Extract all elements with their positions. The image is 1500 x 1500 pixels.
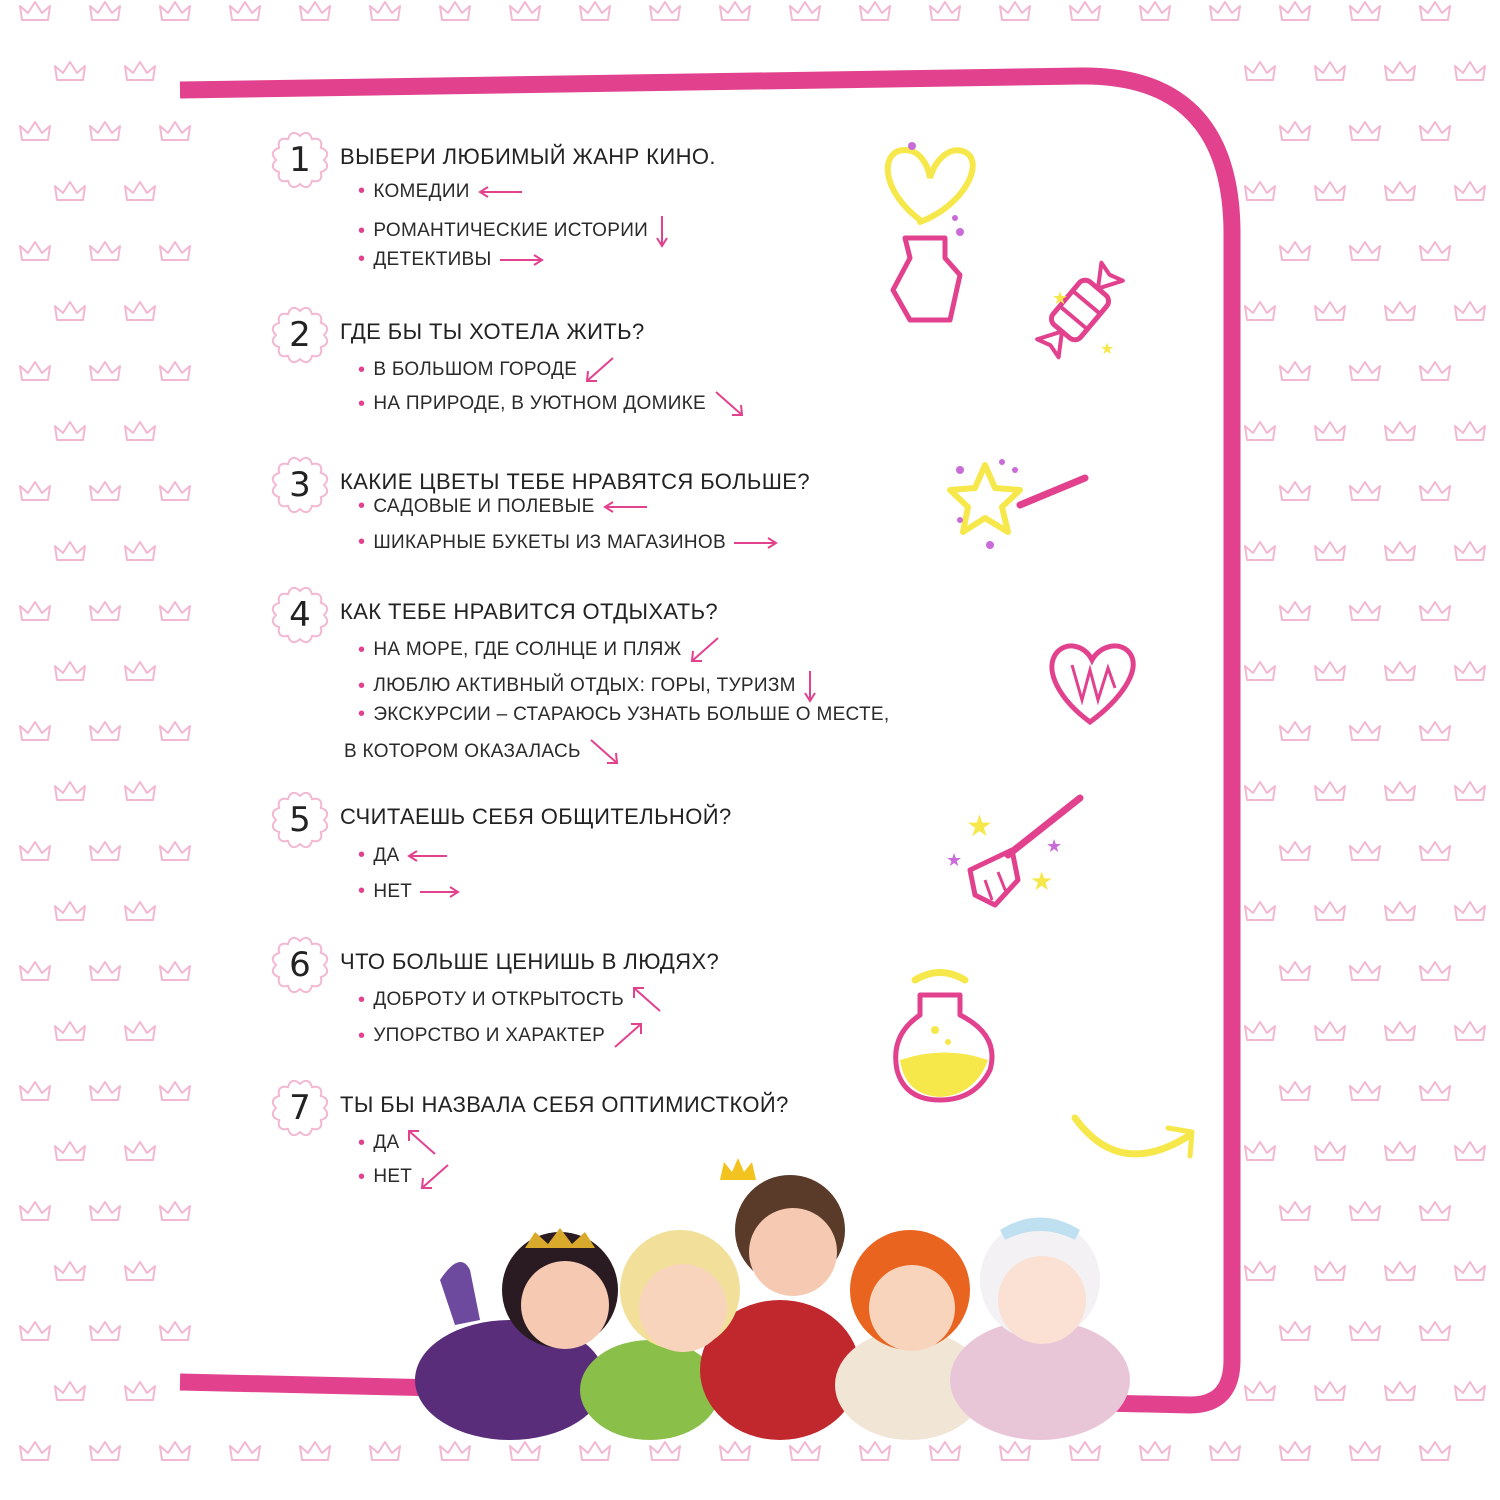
heart-icon	[1052, 646, 1133, 722]
question-number: 3	[289, 465, 311, 505]
option-item[interactable]: • НЕТ	[358, 1162, 452, 1192]
option-item[interactable]: • ДОБРОТУ И ОТКРЫТОСТЬ	[358, 985, 664, 1015]
option-item[interactable]: • НЕТ	[358, 880, 462, 903]
princess-characters-illustration	[400, 1140, 1140, 1440]
potion-bottle-icon	[893, 238, 960, 320]
option-item[interactable]: • ЛЮБЛЮ АКТИВНЫЙ ОТДЫХ: ГОРЫ, ТУРИЗМ	[358, 669, 818, 703]
option-item[interactable]: • КОМЕДИИ	[358, 180, 524, 203]
option-item[interactable]: • ЭКСКУРСИИ – СТАРАЮСЬ УЗНАТЬ БОЛЬШЕ О МЕСТЕ,	[358, 703, 890, 725]
question-text: ЧТО БОЛЬШЕ ЦЕНИШЬ В ЛЮДЯХ?	[340, 949, 720, 974]
broom-icon	[946, 798, 1080, 905]
option-item[interactable]: • УПОРСТВО И ХАРАКТЕР	[358, 1021, 645, 1051]
svg-text:★: ★	[946, 850, 963, 871]
star-icon: ★	[1052, 288, 1069, 309]
flask-icon	[896, 973, 992, 1101]
option-continuation: В КОТОРОМ ОКАЗАЛАСЬ	[344, 737, 621, 767]
svg-text:★: ★	[1046, 836, 1063, 857]
question-text: КАКИЕ ЦВЕТЫ ТЕБЕ НРАВЯТСЯ БОЛЬШЕ?	[340, 469, 811, 494]
option-item[interactable]: • ДА	[358, 1128, 439, 1158]
question-text: ГДЕ БЫ ТЫ ХОТЕЛА ЖИТЬ?	[340, 319, 645, 344]
question-text: ВЫБЕРИ ЛЮБИМЫЙ ЖАНР КИНО.	[340, 144, 716, 169]
question-number: 6	[289, 945, 311, 985]
option-item[interactable]: • НА МОРЕ, ГДЕ СОЛНЦЕ И ПЛЯЖ	[358, 635, 722, 665]
question-number: 1	[289, 140, 311, 180]
question-text: ТЫ БЫ НАЗВАЛА СЕБЯ ОПТИМИСТКОЙ?	[340, 1092, 789, 1117]
option-item[interactable]: • ДА	[358, 844, 449, 867]
star-icon: ★	[1100, 339, 1115, 358]
svg-text:★: ★	[1030, 867, 1054, 897]
question-number: 5	[289, 800, 311, 840]
option-item[interactable]: • В БОЛЬШОМ ГОРОДЕ	[358, 355, 617, 385]
magic-wand-icon	[950, 459, 1085, 549]
option-item[interactable]: • РОМАНТИЧЕСКИЕ ИСТОРИИ	[358, 214, 670, 248]
question-number: 2	[289, 315, 311, 355]
question-text: КАК ТЕБЕ НРАВИТСЯ ОТДЫХАТЬ?	[340, 599, 719, 624]
question-number: 7	[289, 1088, 311, 1128]
heart-doodle-icon	[888, 142, 973, 236]
svg-text:★: ★	[966, 809, 993, 844]
option-item[interactable]: • САДОВЫЕ И ПОЛЕВЫЕ	[358, 495, 649, 518]
option-item[interactable]: • ШИКАРНЫЕ БУКЕТЫ ИЗ МАГАЗИНОВ	[358, 531, 780, 554]
question-number: 4	[289, 595, 311, 635]
question-text: СЧИТАЕШЬ СЕБЯ ОБЩИТЕЛЬНОЙ?	[340, 804, 732, 829]
option-item[interactable]: • НА ПРИРОДЕ, В УЮТНОМ ДОМИКЕ	[358, 389, 746, 419]
option-item[interactable]: • ДЕТЕКТИВЫ	[358, 248, 546, 271]
